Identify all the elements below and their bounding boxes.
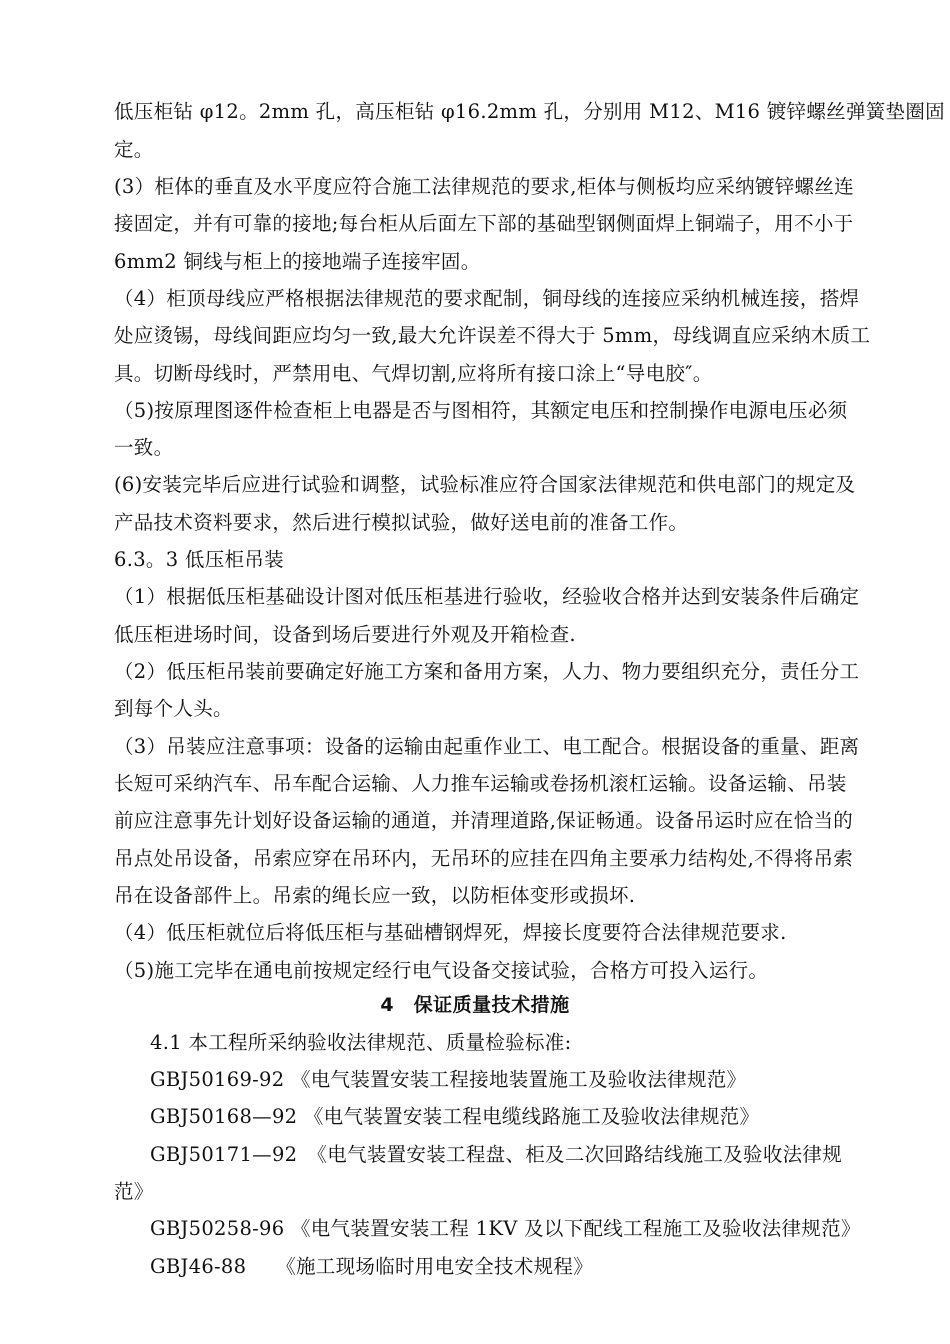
- body-line-2: 定。: [114, 138, 154, 161]
- standard-gbj50169: GBJ50169-92 《电气装置安装工程接地装置施工及验收法律规范》: [150, 1068, 747, 1091]
- body-line-15: 低压柜进场时间，设备到场后要进行外观及开箱检查.: [114, 623, 576, 646]
- body-line-23: （4）低压柜就位后将低压柜与基础槽钢焊死，焊接长度要符合法律规范要求.: [114, 921, 787, 944]
- body-line-17: 到每个人头。: [114, 697, 233, 720]
- body-line-3: (3）柜体的垂直及水平度应符合施工法律规范的要求,柜体与侧板均应采纳镀锌螺丝连: [114, 175, 854, 198]
- body-line-1: 低压柜钻 φ12。2mm 孔，高压柜钻 φ16.2mm 孔，分别用 M12、M16 镀锌螺丝弹簧垫圈固: [114, 100, 945, 123]
- body-line-22: 吊在设备部件上。吊索的绳长应一致，以防柜体变形或损坏.: [114, 884, 636, 907]
- body-line-5: 6mm2 铜线与柜上的接地端子连接牢固。: [114, 250, 481, 273]
- body-line-21: 吊点处吊设备，吊索应穿在吊环内，无吊环的应挂在四角主要承力结构处,不得将吊索: [114, 847, 854, 870]
- body-line-9: （5)按原理图逐件检查柜上电器是否与图相符，其额定电压和控制操作电源电压必须: [114, 399, 848, 422]
- body-line-4: 接固定，并有可靠的接地;每台柜从后面左下部的基础型钢侧面焊上铜端子，用不小于: [114, 212, 854, 235]
- body-line-10: 一致。: [114, 436, 174, 459]
- standard-gbj50168: GBJ50168—92 《电气装置安装工程电缆线路施工及验收法律规范》: [150, 1105, 760, 1128]
- standard-gbj46: GBJ46-88 《施工现场临时用电安全技术规程》: [150, 1255, 593, 1278]
- subsection-title-6-3-3: 6.3。3 低压柜吊装: [114, 548, 284, 571]
- body-line-14: （1）根据低压柜基础设计图对低压柜基进行验收，经验收合格并达到安装条件后确定: [114, 585, 860, 608]
- body-line-11: (6)安装完毕后应进行试验和调整，试验标准应符合国家法律规范和供电部门的规定及: [114, 473, 856, 496]
- body-line-12: 产品技术资料要求，然后进行模拟试验，做好送电前的准备工作。: [114, 511, 689, 534]
- section-heading: 4 保证质量技术措施: [380, 994, 570, 1016]
- body-line-16: （2）低压柜吊装前要确定好施工方案和备用方案，人力、物力要组织充分，责任分工: [114, 660, 860, 683]
- body-line-8: 具。切断母线时，严禁用电、气焊切割,应将所有接口涂上“导电胶″。: [114, 362, 713, 385]
- body-line-6: （4）柜顶母线应严格根据法律规范的要求配制，铜母线的连接应采纳机械连接，搭焊: [114, 287, 860, 310]
- body-line-7: 处应烫锡，母线间距应均匀一致,最大允许误差不得大于 5mm，母线调直应采纳木质工: [114, 324, 871, 347]
- standard-gbj50258: GBJ50258-96 《电气装置安装工程 1KV 及以下配线工程施工及验收法律规范》: [150, 1217, 861, 1240]
- body-line-20: 前应注意事先计划好设备运输的通道，并清理道路,保证畅通。设备吊运时应在恰当的: [114, 809, 854, 832]
- body-line-24: （5)施工完毕在通电前按规定经行电气设备交接试验，合格方可投入运行。: [114, 959, 769, 982]
- body-line-19: 长短可采纳汽车、吊车配合运输、人力推车运输或卷扬机滚杠运输。设备运输、吊装: [114, 772, 847, 795]
- body-line-18: （3）吊装应注意事项：设备的运输由起重作业工、电工配合。根据设备的重量、距离: [114, 735, 860, 758]
- section-line-1: 4.1 本工程所采纳验收法律规范、质量检验标准:: [150, 1031, 572, 1054]
- standard-gbj50171-cont: 范》: [114, 1180, 154, 1203]
- standard-gbj50171: GBJ50171—92 《电气装置安装工程盘、柜及二次回路结线施工及验收法律规: [150, 1143, 843, 1166]
